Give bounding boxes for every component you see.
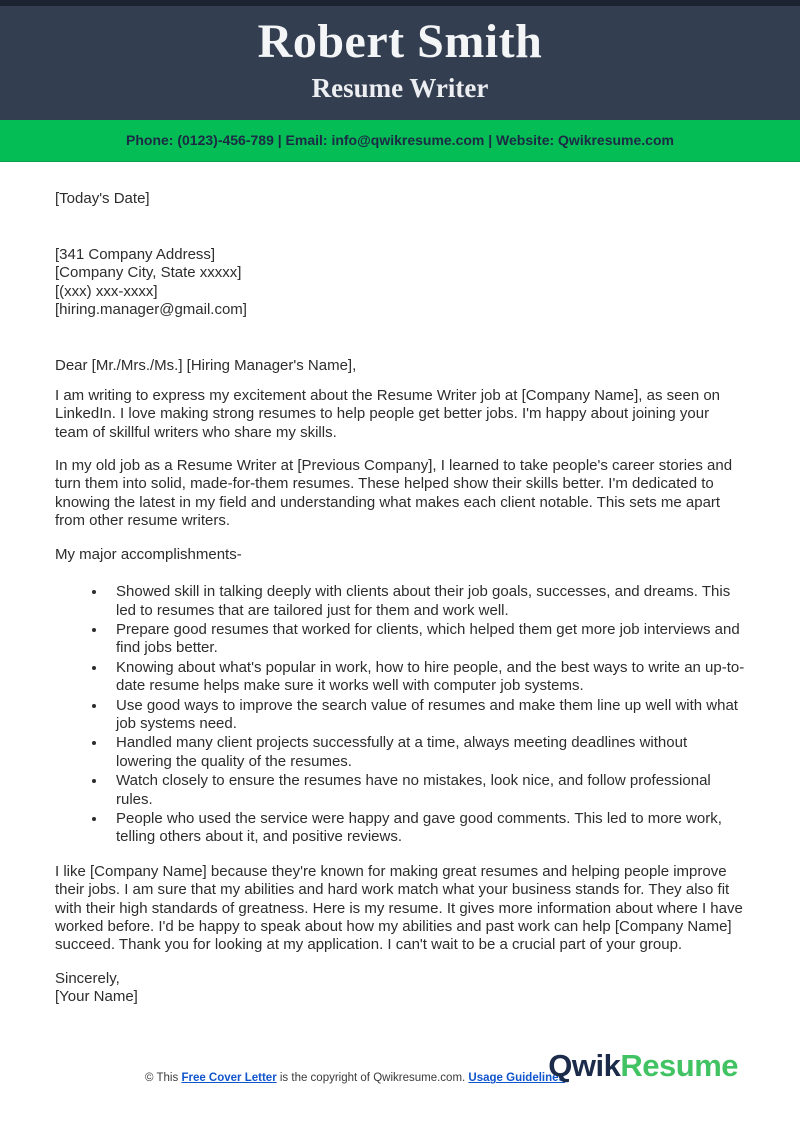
- date-placeholder: [Today's Date]: [55, 190, 150, 208]
- qwikresume-logo[interactable]: [548, 1047, 738, 1083]
- list-item: • Handled many client projects successfully at a time, always meeting deadlines without lowering the quality of the resumes.: [107, 734, 745, 771]
- address-line-street: [341 Company Address]: [55, 245, 216, 263]
- copyright-line: [145, 1069, 565, 1087]
- logo-text-qwik: Qwik: [548, 1047, 621, 1083]
- candidate-name: Robert Smith: [257, 15, 543, 68]
- address-line-email: [hiring.manager@gmail.com]: [55, 301, 247, 319]
- salutation: Dear [Mr./Mrs./Ms.] [Hiring Manager's Name],: [55, 357, 357, 375]
- copyright-prefix: © This: [145, 1072, 179, 1085]
- paragraph-experience: In my old job as a Resume Writer at [Previous Company], I learned to take people's career stories and turn them into solid, made-for-them resumes. These helped show their skills better. I'm dedicated to knowing the latest in my field and understanding what makes each client notable. This sets me apart from other resume writers.: [55, 457, 733, 530]
- list-item: • Watch closely to ensure the resumes have no mistakes, look nice, and follow professional rules.: [107, 772, 745, 809]
- contact-info: Phone: (0123)-456-789 | Email: info@qwikresume.com | Website: Qwikresume.com: [126, 132, 674, 148]
- copyright-middle: is the copyright of Qwikresume.com.: [279, 1072, 466, 1085]
- signature-placeholder: [Your Name]: [55, 988, 138, 1006]
- letter-body: [0, 162, 800, 1006]
- paragraph-intro: I am writing to express my excitement about the Resume Writer job at [Company Name], as seen on LinkedIn. I love making strong resumes to help people get better jobs. I'm happy about joining your team of skillful writers who share my skills.: [55, 386, 721, 441]
- recipient-address-block: [55, 246, 745, 320]
- list-item: • Showed skill in talking deeply with clients about their job goals, successes, and dreams. This led to resumes that are tailored just for them and work well.: [107, 583, 745, 620]
- contact-bar: [0, 120, 800, 162]
- page-footer: [0, 1049, 800, 1109]
- address-line-phone: [(xxx) xxx-xxxx]: [55, 282, 158, 300]
- paragraph-closing: I like [Company Name] because they're known for making great resumes and helping people improve their jobs. I am sure that my abilities and hard work match what your business stands for. They also fit with their high standards of greatness. Here is my resume. It gives more information about where I have worked before. I'd be happy to speak about how my abilities and past work can help [Company Name] succeed. Thank you for looking at my application. I can't wait to be a crucial part of your group.: [55, 862, 743, 954]
- candidate-title: Resume Writer: [311, 73, 489, 103]
- accomplishments-list: [55, 583, 745, 847]
- letterhead: [0, 6, 800, 120]
- accomplishments-heading: My major accomplishments-: [55, 545, 242, 563]
- usage-guidelines-link[interactable]: Usage Guidelines: [468, 1072, 565, 1085]
- signoff: Sincerely,: [55, 969, 120, 987]
- list-item: • People who used the service were happy and gave good comments. This led to more work, telling others about it, and positive reviews.: [107, 810, 745, 847]
- list-item: • Knowing about what's popular in work, how to hire people, and the best ways to write an up-to-date resume helps make sure it works well with computer job systems.: [107, 659, 745, 696]
- free-cover-letter-link[interactable]: Free Cover Letter: [181, 1072, 277, 1085]
- logo-text-resume: Resume: [620, 1047, 738, 1083]
- address-line-city: [Company City, State xxxxx]: [55, 264, 242, 282]
- list-item: • Prepare good resumes that worked for clients, which helped them get more job interviews and find jobs better.: [107, 621, 745, 658]
- list-item: • Use good ways to improve the search value of resumes and make them line up well with what job systems need.: [107, 697, 745, 734]
